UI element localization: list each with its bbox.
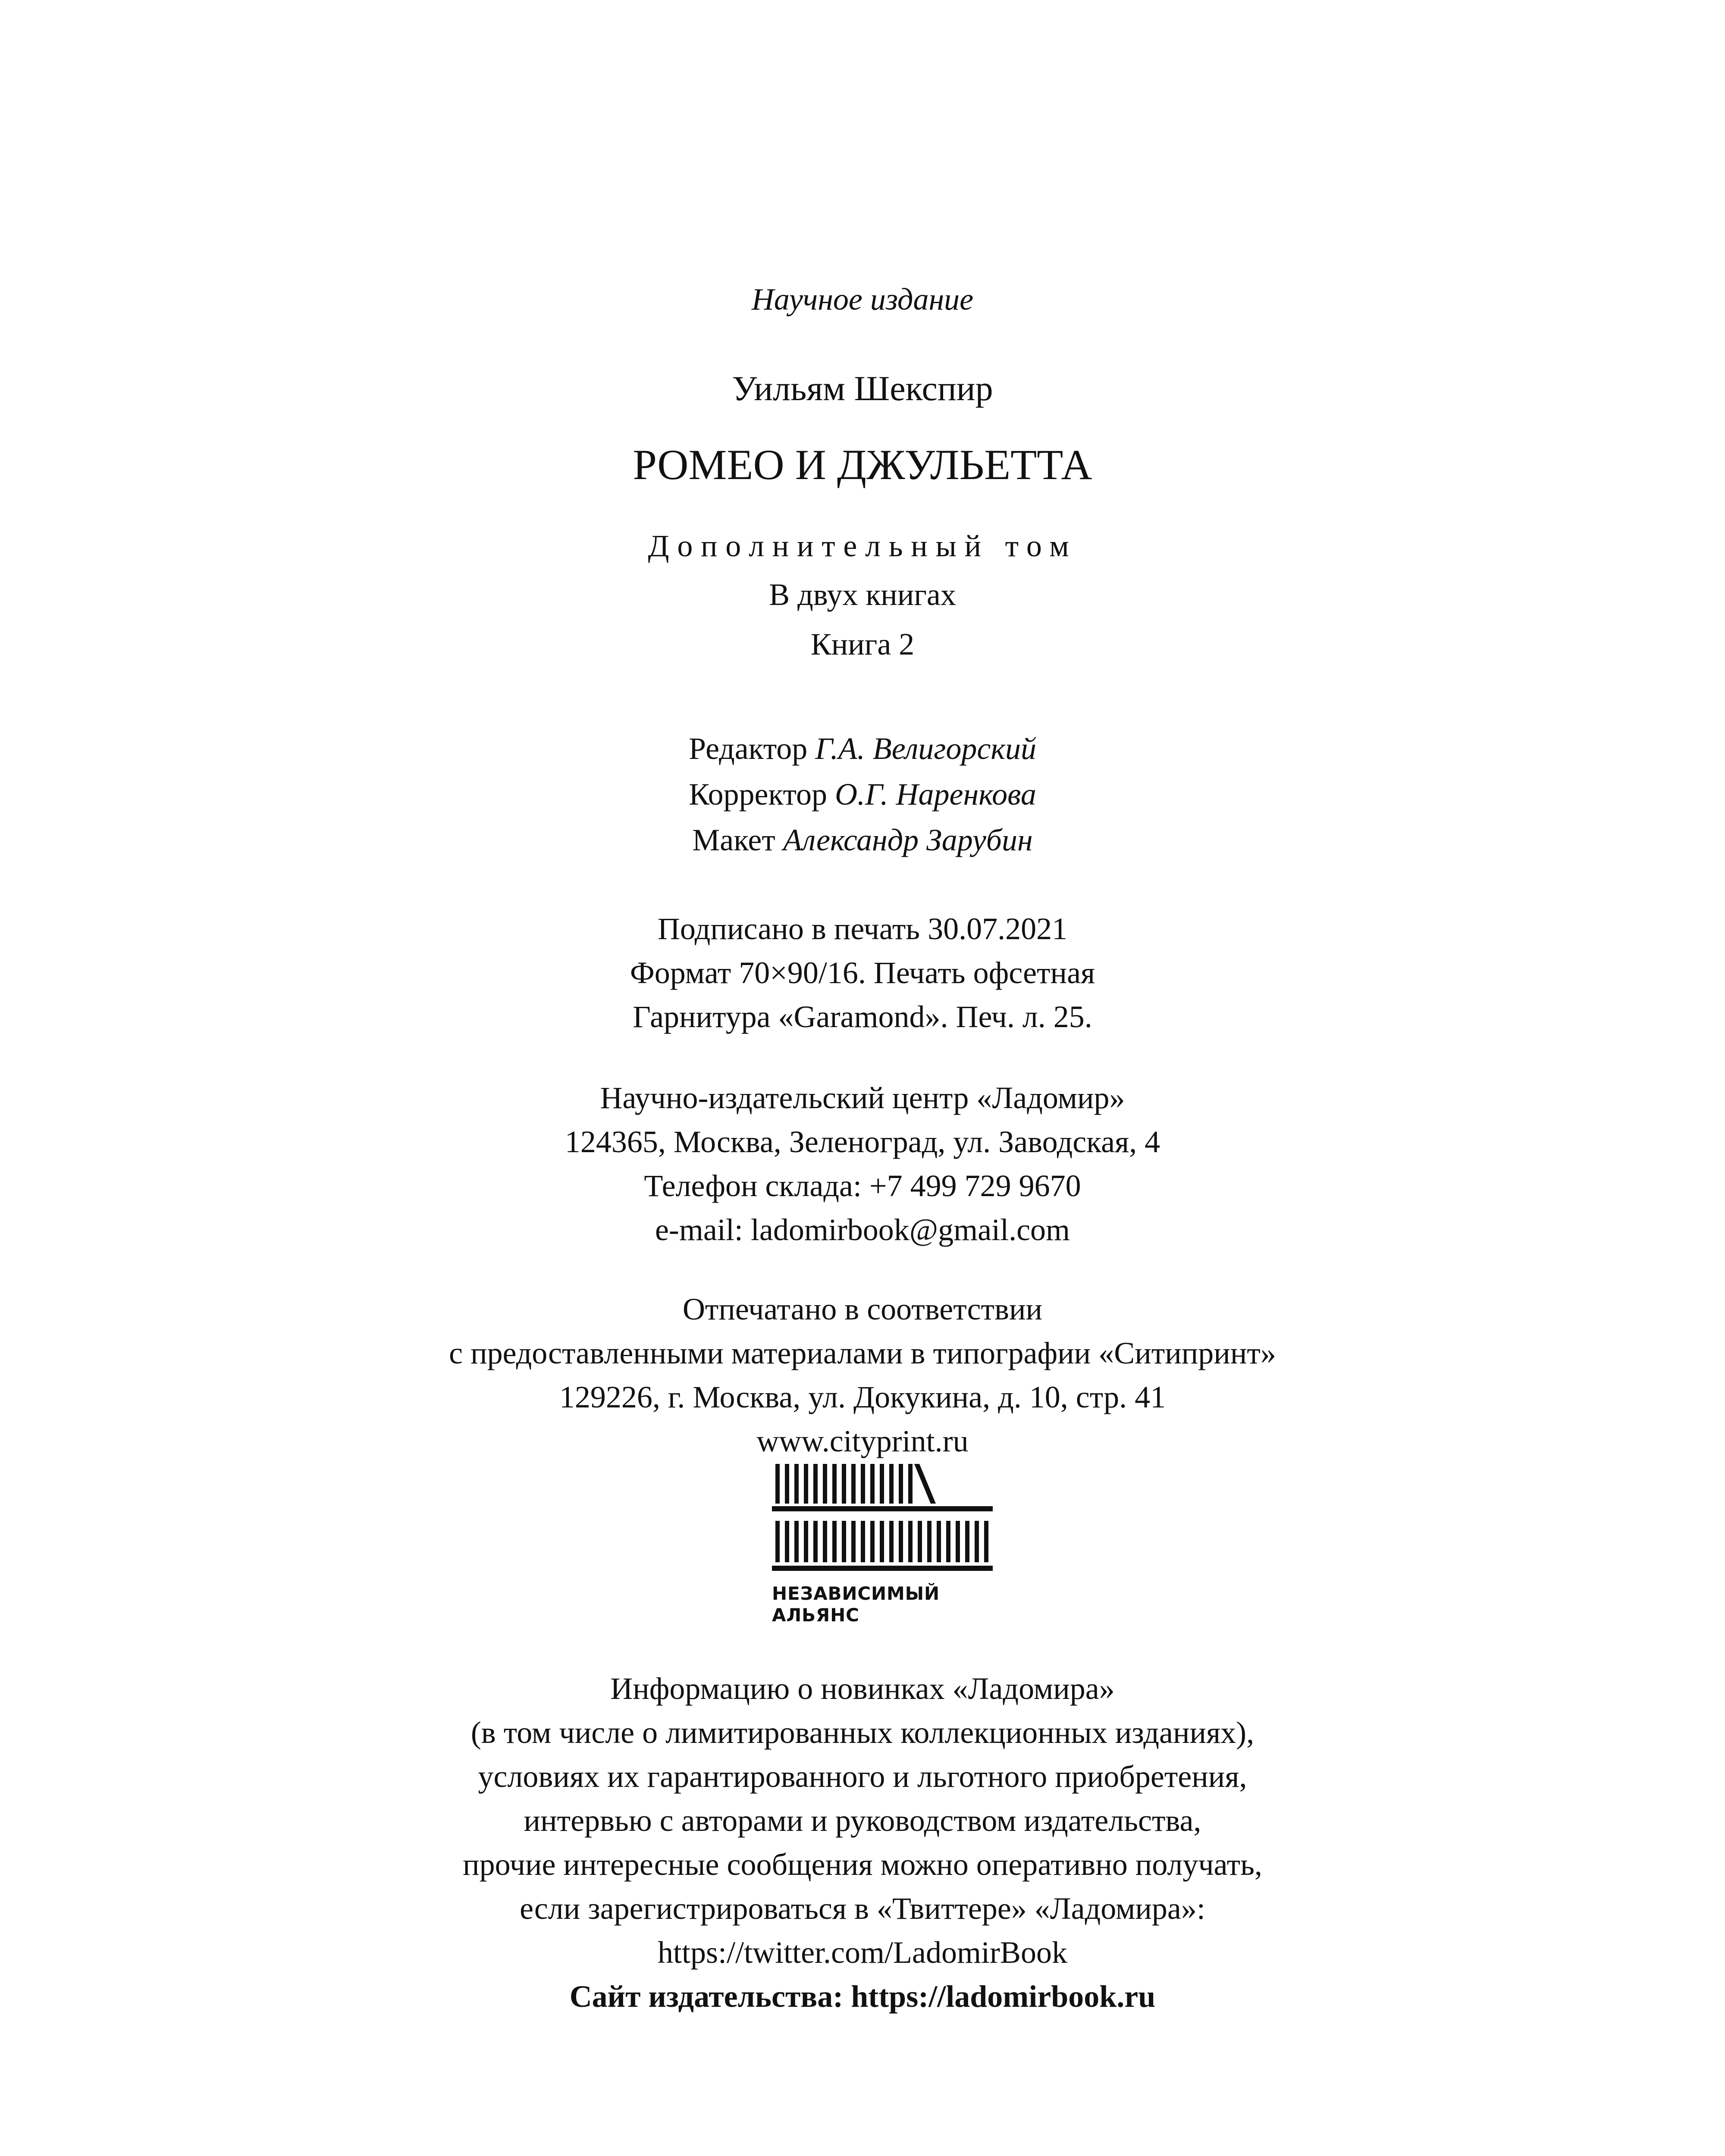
- printer-line-1: Отпечатано в соответствии: [682, 1292, 1043, 1326]
- credit-person: Александр Зарубин: [783, 823, 1033, 857]
- volume-label: Дополнительный том: [648, 529, 1077, 563]
- book-number: Книга 2: [810, 627, 915, 661]
- logo-text-line-2: АЛЬЯНС: [772, 1604, 859, 1626]
- info-line-5: прочие интересные сообщения можно оперативно получать,: [463, 1847, 1262, 1882]
- credit-person: О.Г. Наренкова: [835, 777, 1036, 812]
- printer-line-2: с предоставленными материалами в типографии «Ситипринт»: [449, 1336, 1276, 1370]
- credit-role: Корректор: [689, 777, 828, 812]
- info-line-4: интервью с авторами и руководством издательства,: [524, 1803, 1201, 1838]
- publisher-email: e-mail: ladomirbook@gmail.com: [655, 1213, 1070, 1247]
- publisher-name: Научно-издательский центр «Ладомир»: [600, 1081, 1125, 1115]
- credit-role: Редактор: [688, 731, 808, 766]
- info-line-1: Информацию о новинках «Ладомира»: [610, 1671, 1115, 1706]
- twitter-link[interactable]: https://twitter.com/LadomirBook: [658, 1935, 1067, 1970]
- credit-role: Макет: [692, 823, 775, 857]
- credit-corrector: [0, 779, 1725, 810]
- author-name: Уильям Шекспир: [732, 369, 993, 408]
- logo-text-line-1: НЕЗАВИСИМЫЙ: [772, 1583, 940, 1604]
- print-typeface: Гарнитура «Garamond». Печ. л. 25.: [633, 1000, 1092, 1034]
- printer-website: www.cityprint.ru: [756, 1424, 969, 1458]
- credit-layout: [0, 824, 1725, 856]
- credit-person: Г.А. Велигорский: [815, 731, 1037, 766]
- credit-editor: [0, 733, 1725, 764]
- edition-type: Научное издание: [751, 282, 974, 317]
- publisher-address: 124365, Москва, Зеленоград, ул. Заводская, 4: [565, 1125, 1160, 1159]
- bookshelf-icon: [772, 1455, 996, 1585]
- print-date: Подписано в печать 30.07.2021: [657, 912, 1068, 946]
- independent-alliance-logo: [772, 1455, 996, 1636]
- book-title: РОМЕО И ДЖУЛЬЕТТА: [633, 441, 1092, 489]
- publisher-site[interactable]: Сайт издательства: https://ladomirbook.ru: [569, 1979, 1156, 2014]
- printer-address: 129226, г. Москва, ул. Докукина, д. 10, стр. 41: [559, 1380, 1166, 1414]
- info-line-6: если зарегистрироваться в «Твиттере» «Ладомира»:: [520, 1891, 1205, 1926]
- publisher-phone: Телефон склада: +7 499 729 9670: [644, 1169, 1081, 1203]
- print-format: Формат 70×90/16. Печать офсетная: [630, 956, 1095, 990]
- info-line-2: (в том числе о лимитированных коллекционных изданиях),: [470, 1715, 1255, 1750]
- books-count: В двух книгах: [769, 577, 956, 612]
- info-line-3: условиях их гарантированного и льготного приобретения,: [478, 1759, 1247, 1794]
